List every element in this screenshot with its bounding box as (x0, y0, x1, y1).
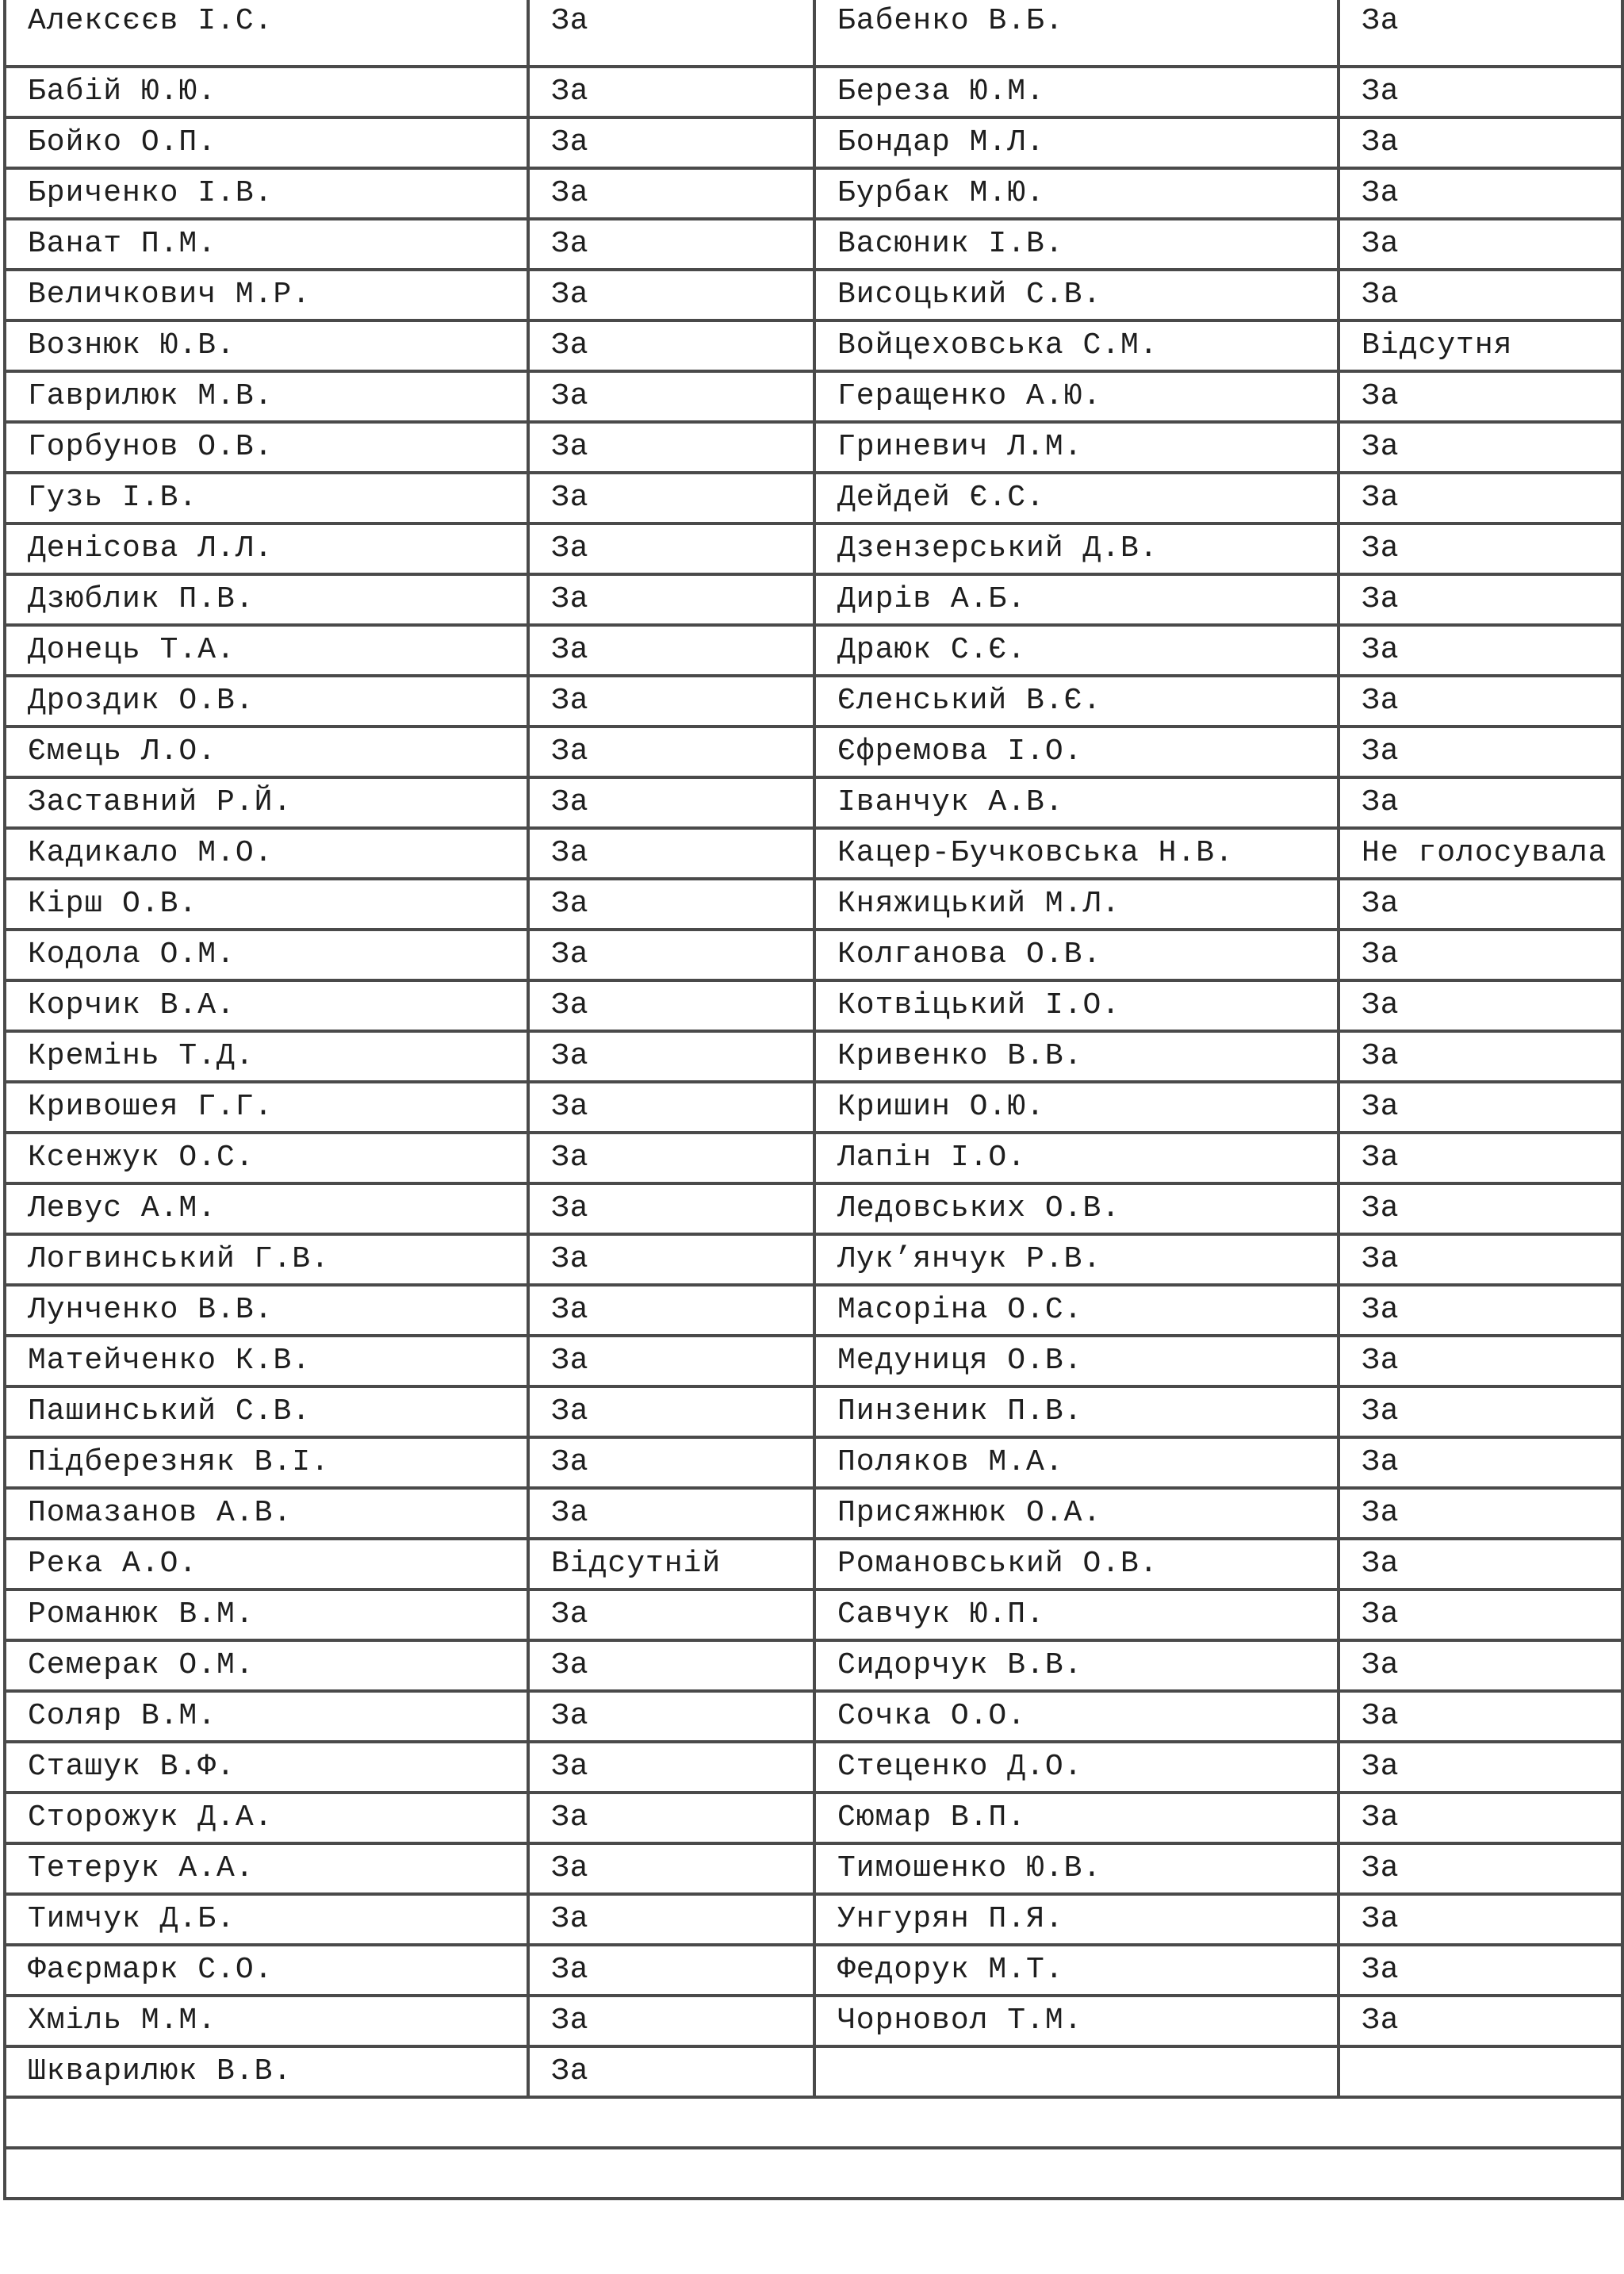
empty-cell (5, 2097, 1622, 2148)
deputy-name: Лук’янчук Р.В. (814, 1234, 1339, 1285)
vote-result: За (528, 676, 814, 727)
vote-result: За (528, 1589, 814, 1640)
deputy-name: Княжицький М.Л. (814, 879, 1339, 930)
vote-table (3, 0, 1624, 2200)
deputy-name: Гриневич Л.М. (814, 422, 1339, 473)
deputy-name: Сюмар В.П. (814, 1793, 1339, 1843)
table-row (5, 879, 1622, 930)
deputy-name: Підберезняк В.І. (5, 1437, 528, 1488)
vote-result: За (1339, 67, 1622, 117)
deputy-name: Гаврилюк М.В. (5, 371, 528, 422)
deputy-name: Дзензерський Д.В. (814, 523, 1339, 574)
deputy-name: Геращенко А.Ю. (814, 371, 1339, 422)
deputy-name: Єленський В.Є. (814, 676, 1339, 727)
deputy-name: Логвинський Г.В. (5, 1234, 528, 1285)
table-row (5, 1082, 1622, 1133)
deputy-name: Гузь І.В. (5, 473, 528, 523)
table-row (5, 574, 1622, 625)
deputy-name: Федорук М.Т. (814, 1945, 1339, 1996)
deputy-name: Висоцький С.В. (814, 270, 1339, 320)
table-row (5, 117, 1622, 168)
deputy-name: Хміль М.М. (5, 1996, 528, 2046)
deputy-name: Савчук Ю.П. (814, 1589, 1339, 1640)
deputy-name: Войцеховська С.М. (814, 320, 1339, 371)
deputy-name: Тимчук Д.Б. (5, 1894, 528, 1945)
deputy-name: Колганова О.В. (814, 930, 1339, 980)
vote-result: За (528, 1386, 814, 1437)
deputy-name: Дзюблик П.В. (5, 574, 528, 625)
vote-result: За (1339, 473, 1622, 523)
deputy-name: Чорновол Т.М. (814, 1996, 1339, 2046)
deputy-name: Шкварилюк В.В. (5, 2046, 528, 2097)
deputy-name: Вознюк Ю.В. (5, 320, 528, 371)
vote-result: За (1339, 0, 1622, 67)
vote-result: Відсутня (1339, 320, 1622, 371)
vote-result: За (528, 270, 814, 320)
vote-result: За (528, 879, 814, 930)
deputy-name: Тетерук А.А. (5, 1843, 528, 1894)
table-row (5, 1488, 1622, 1539)
table-row (5, 676, 1622, 727)
table-row (5, 1386, 1622, 1437)
table-row (5, 1640, 1622, 1691)
vote-result: За (1339, 1843, 1622, 1894)
table-row (5, 168, 1622, 219)
vote-result: За (1339, 1386, 1622, 1437)
vote-result: За (528, 1945, 814, 1996)
vote-result: За (528, 473, 814, 523)
vote-result: За (528, 523, 814, 574)
deputy-name: Бриченко І.В. (5, 168, 528, 219)
deputy-name: Горбунов О.В. (5, 422, 528, 473)
vote-result: За (528, 1488, 814, 1539)
deputy-name: Река А.О. (5, 1539, 528, 1589)
table-row (5, 1996, 1622, 2046)
vote-result: За (528, 1742, 814, 1793)
deputy-name: Кривошея Г.Г. (5, 1082, 528, 1133)
deputy-name: Сторожук Д.А. (5, 1793, 528, 1843)
table-row (5, 1894, 1622, 1945)
vote-result: За (528, 727, 814, 777)
deputy-name: Заставний Р.Й. (5, 777, 528, 828)
deputy-name: Іванчук А.В. (814, 777, 1339, 828)
vote-result: За (1339, 523, 1622, 574)
deputy-name: Романовський О.В. (814, 1539, 1339, 1589)
vote-result: Не голосувала (1339, 828, 1622, 879)
table-row (5, 270, 1622, 320)
vote-result: За (528, 1843, 814, 1894)
vote-result: За (528, 422, 814, 473)
deputy-name: Корчик В.А. (5, 980, 528, 1031)
table-row (5, 1589, 1622, 1640)
vote-result: За (1339, 1285, 1622, 1336)
table-row (5, 1945, 1622, 1996)
vote-result: За (528, 1793, 814, 1843)
deputy-name: Дирів А.Б. (814, 574, 1339, 625)
deputy-name: Семерак О.М. (5, 1640, 528, 1691)
vote-result: За (1339, 574, 1622, 625)
deputy-name: Бабенко В.Б. (814, 0, 1339, 67)
vote-result: За (528, 574, 814, 625)
table-row (5, 523, 1622, 574)
vote-result: За (1339, 1691, 1622, 1742)
vote-result: За (528, 930, 814, 980)
vote-result: За (1339, 1183, 1622, 1234)
vote-result: За (528, 1082, 814, 1133)
vote-result: За (528, 1640, 814, 1691)
vote-result: За (1339, 1945, 1622, 1996)
vote-result: За (1339, 1793, 1622, 1843)
deputy-name: Фаєрмарк С.О. (5, 1945, 528, 1996)
table-row (5, 2046, 1622, 2097)
table-row (5, 1539, 1622, 1589)
table-row (5, 1793, 1622, 1843)
table-row (5, 980, 1622, 1031)
vote-result: За (1339, 676, 1622, 727)
vote-result: За (1339, 270, 1622, 320)
deputy-name: Кришин О.Ю. (814, 1082, 1339, 1133)
vote-result: За (528, 828, 814, 879)
vote-result: За (528, 1031, 814, 1082)
vote-result: За (528, 168, 814, 219)
deputy-name: Ксенжук О.С. (5, 1133, 528, 1183)
table-row (5, 422, 1622, 473)
deputy-name: Романюк В.М. (5, 1589, 528, 1640)
table-row (5, 371, 1622, 422)
vote-result: За (528, 219, 814, 270)
vote-result: За (1339, 1640, 1622, 1691)
table-row (5, 1691, 1622, 1742)
vote-result: За (1339, 980, 1622, 1031)
vote-result: За (528, 1894, 814, 1945)
vote-result: За (1339, 371, 1622, 422)
vote-result: За (528, 371, 814, 422)
table-row (5, 1031, 1622, 1082)
vote-result: За (1339, 1133, 1622, 1183)
deputy-name: Ледовських О.В. (814, 1183, 1339, 1234)
vote-result: За (528, 1285, 814, 1336)
vote-result: За (1339, 1742, 1622, 1793)
vote-result: За (528, 1996, 814, 2046)
vote-result: За (1339, 422, 1622, 473)
deputy-name: Бабій Ю.Ю. (5, 67, 528, 117)
vote-result: За (528, 67, 814, 117)
table-row (5, 1742, 1622, 1793)
vote-result: За (1339, 219, 1622, 270)
deputy-name: Донець Т.А. (5, 625, 528, 676)
deputy-name (814, 2046, 1339, 2097)
table-row (5, 727, 1622, 777)
deputy-name: Лапін І.О. (814, 1133, 1339, 1183)
vote-result: За (1339, 1336, 1622, 1386)
empty-row (5, 2097, 1622, 2148)
vote-result: За (1339, 1082, 1622, 1133)
deputy-name: Дроздик О.В. (5, 676, 528, 727)
vote-result: За (528, 1437, 814, 1488)
vote-result: За (528, 777, 814, 828)
vote-result: За (528, 1133, 814, 1183)
deputy-name: Ємець Л.О. (5, 727, 528, 777)
vote-result: За (1339, 168, 1622, 219)
deputy-name: Сочка О.О. (814, 1691, 1339, 1742)
vote-result: За (528, 1234, 814, 1285)
table-row (5, 1336, 1622, 1386)
vote-result: За (1339, 1589, 1622, 1640)
vote-result: За (1339, 1539, 1622, 1589)
vote-result: За (1339, 727, 1622, 777)
deputy-name: Драюк С.Є. (814, 625, 1339, 676)
deputy-name: Пинзеник П.В. (814, 1386, 1339, 1437)
empty-row (5, 2148, 1622, 2199)
deputy-name: Денісова Л.Л. (5, 523, 528, 574)
table-row (5, 1437, 1622, 1488)
table-row (5, 1285, 1622, 1336)
deputy-name: Ванат П.М. (5, 219, 528, 270)
deputy-name: Матейченко К.В. (5, 1336, 528, 1386)
table-row (5, 0, 1622, 67)
table-row (5, 219, 1622, 270)
vote-result: За (528, 0, 814, 67)
deputy-name: Єфремова І.О. (814, 727, 1339, 777)
deputy-name: Кадикало М.О. (5, 828, 528, 879)
vote-result: За (528, 1183, 814, 1234)
table-row (5, 930, 1622, 980)
table-row (5, 473, 1622, 523)
deputy-name: Пашинський С.В. (5, 1386, 528, 1437)
deputy-name: Присяжнюк О.А. (814, 1488, 1339, 1539)
vote-result: За (1339, 777, 1622, 828)
deputy-name: Величкович М.Р. (5, 270, 528, 320)
vote-result: За (528, 625, 814, 676)
deputy-name: Котвіцький І.О. (814, 980, 1339, 1031)
deputy-name: Левус А.М. (5, 1183, 528, 1234)
table-row (5, 320, 1622, 371)
empty-cell (5, 2148, 1622, 2199)
vote-result: За (528, 320, 814, 371)
vote-table-body (5, 0, 1622, 2199)
table-row (5, 1234, 1622, 1285)
deputy-name: Помазанов А.В. (5, 1488, 528, 1539)
table-row (5, 828, 1622, 879)
deputy-name: Кодола О.М. (5, 930, 528, 980)
table-row (5, 67, 1622, 117)
deputy-name: Кірш О.В. (5, 879, 528, 930)
deputy-name: Алексєєв І.С. (5, 0, 528, 67)
table-row (5, 777, 1622, 828)
table-row (5, 1843, 1622, 1894)
vote-result: За (1339, 625, 1622, 676)
vote-result: За (1339, 1488, 1622, 1539)
deputy-name: Сидорчук В.В. (814, 1640, 1339, 1691)
deputy-name: Бурбак М.Ю. (814, 168, 1339, 219)
deputy-name: Лунченко В.В. (5, 1285, 528, 1336)
deputy-name: Масоріна О.С. (814, 1285, 1339, 1336)
vote-result: За (1339, 1437, 1622, 1488)
vote-result: За (528, 1691, 814, 1742)
vote-result: Відсутній (528, 1539, 814, 1589)
deputy-name: Сташук В.Ф. (5, 1742, 528, 1793)
deputy-name: Поляков М.А. (814, 1437, 1339, 1488)
deputy-name: Соляр В.М. (5, 1691, 528, 1742)
deputy-name: Бондар М.Л. (814, 117, 1339, 168)
deputy-name: Стеценко Д.О. (814, 1742, 1339, 1793)
deputy-name: Кремінь Т.Д. (5, 1031, 528, 1082)
vote-result: За (528, 1336, 814, 1386)
vote-result: За (1339, 1031, 1622, 1082)
deputy-name: Кривенко В.В. (814, 1031, 1339, 1082)
vote-result: За (528, 980, 814, 1031)
table-row (5, 625, 1622, 676)
vote-result: За (1339, 117, 1622, 168)
vote-result: За (1339, 930, 1622, 980)
deputy-name: Медуниця О.В. (814, 1336, 1339, 1386)
vote-result: За (1339, 879, 1622, 930)
table-row (5, 1133, 1622, 1183)
vote-result: За (1339, 1894, 1622, 1945)
deputy-name: Бойко О.П. (5, 117, 528, 168)
vote-result: За (528, 2046, 814, 2097)
vote-result: За (1339, 1234, 1622, 1285)
deputy-name: Тимошенко Ю.В. (814, 1843, 1339, 1894)
vote-result: За (528, 117, 814, 168)
deputy-name: Васюник І.В. (814, 219, 1339, 270)
deputy-name: Береза Ю.М. (814, 67, 1339, 117)
table-row (5, 1183, 1622, 1234)
deputy-name: Кацер-Бучковська Н.В. (814, 828, 1339, 879)
vote-result: За (1339, 1996, 1622, 2046)
vote-result (1339, 2046, 1622, 2097)
deputy-name: Унгурян П.Я. (814, 1894, 1339, 1945)
deputy-name: Дейдей Є.С. (814, 473, 1339, 523)
